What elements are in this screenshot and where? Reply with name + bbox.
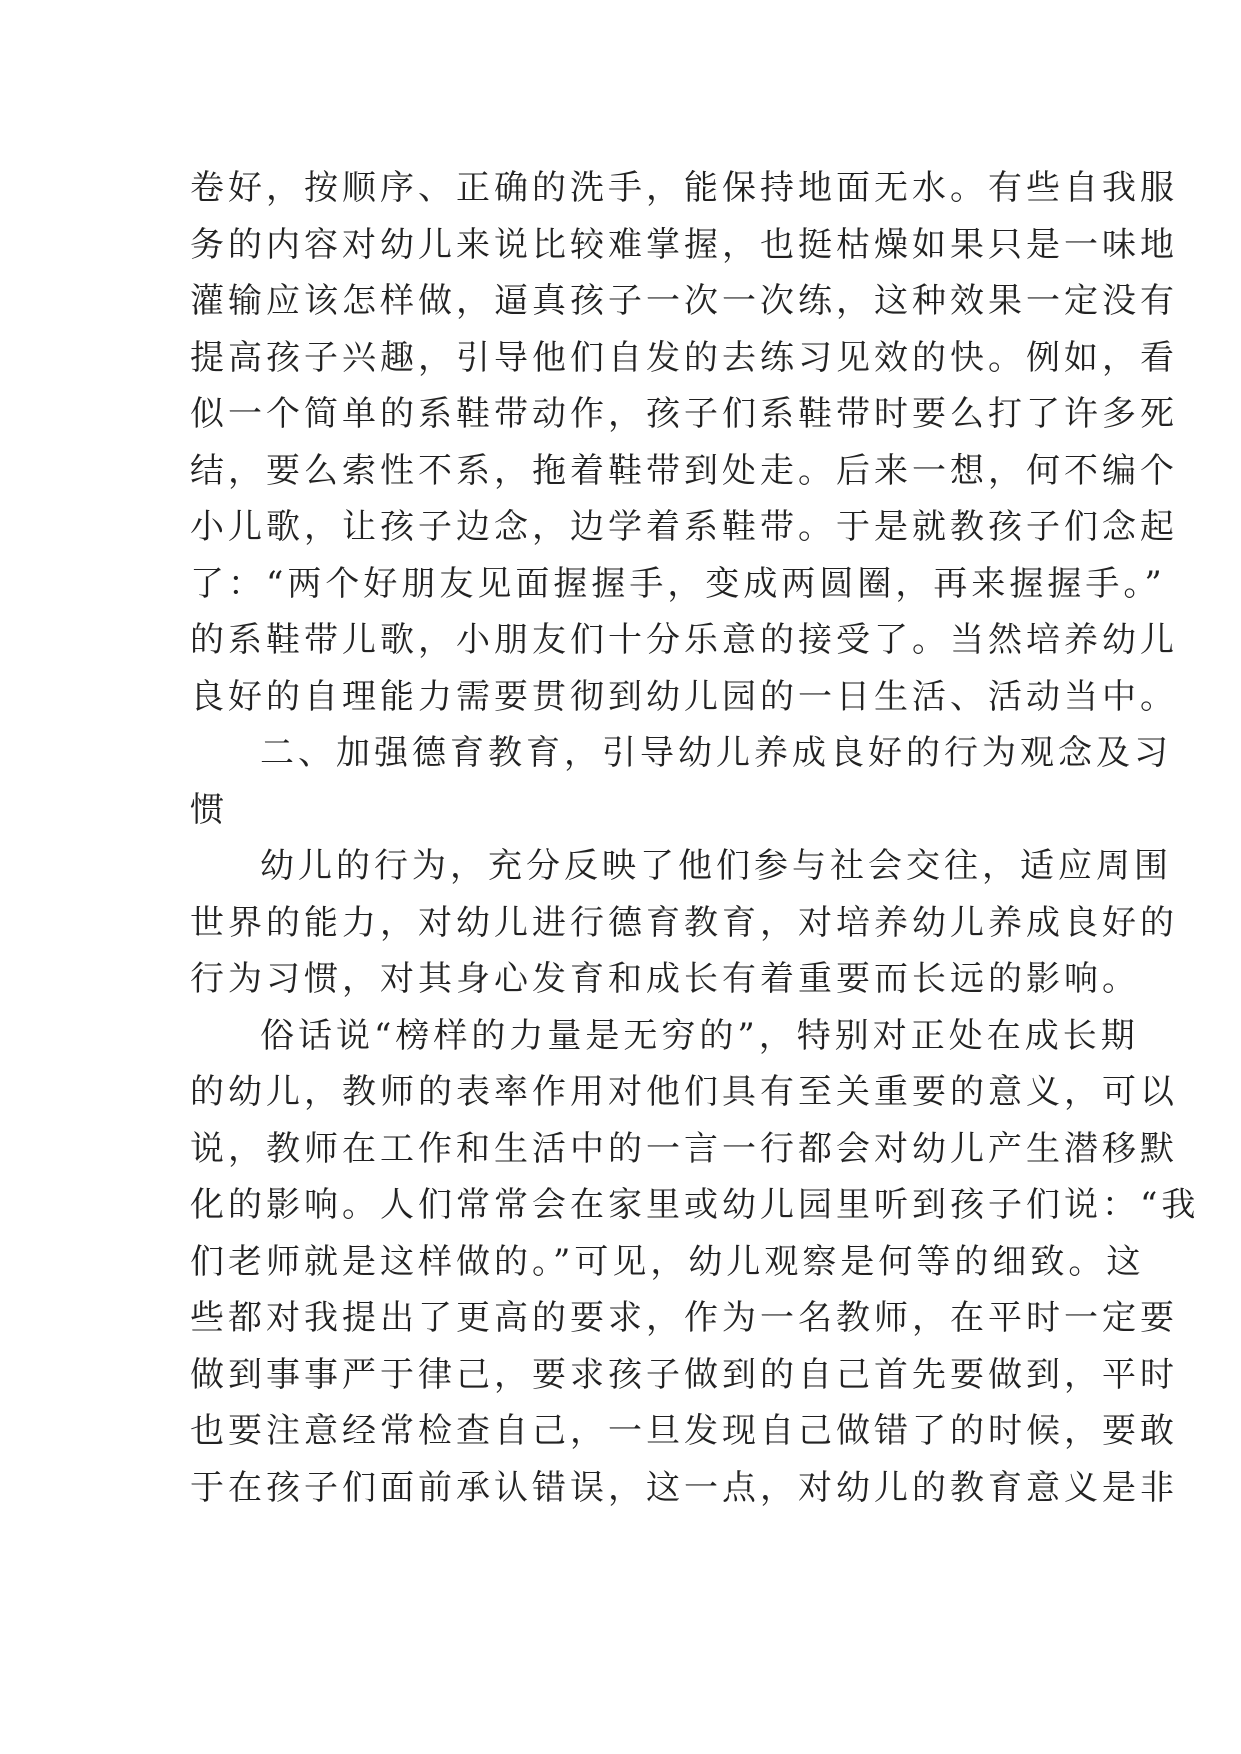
- text-line: 结，要么索性不系，拖着鞋带到处走。后来一想，何不编个: [190, 450, 1178, 491]
- text-line: 说，教师在工作和生活中的一言一行都会对幼儿产生潜移默: [190, 1128, 1178, 1169]
- text-line: 卷好，按顺序、正确的洗手，能保持地面无水。有些自我服: [190, 168, 1178, 208]
- text-line: 世界的能力，对幼儿进行德育教育，对培养幼儿养成良好的: [190, 902, 1178, 943]
- text-line: 也要注意经常检查自己，一旦发现自己做错了的时候，要敢: [190, 1411, 1178, 1451]
- text-line: 提高孩子兴趣，引导他们自发的去练习见效的快。例如，看: [190, 337, 1178, 378]
- text-line: 的系鞋带儿歌，小朋友们十分乐意的接受了。当然培养幼儿: [190, 620, 1178, 660]
- text-line: 做到事事严于律己，要求孩子做到的自己首先要做到，平时: [190, 1354, 1178, 1395]
- text-line: 似一个简单的系鞋带动作，孩子们系鞋带时要么打了许多死: [190, 394, 1178, 434]
- text-line: 小儿歌，让孩子边念，边学着系鞋带。于是就教孩子们念起: [190, 507, 1178, 547]
- text-line: 些都对我提出了更高的要求，作为一名教师，在平时一定要: [190, 1298, 1178, 1338]
- text-line: 惯: [190, 789, 228, 830]
- text-line: 化的影响。人们常常会在家里或幼儿园里听到孩子们说：“我: [190, 1185, 1200, 1225]
- text-line: 行为习惯，对其身心发育和成长有着重要而长远的影响。: [190, 959, 1140, 999]
- text-line: 幼儿的行为，充分反映了他们参与社会交往，适应周围: [260, 846, 1172, 886]
- text-line: 二、加强德育教育，引导幼儿养成良好的行为观念及习: [260, 733, 1172, 773]
- document-body: [190, 160, 1200, 1516]
- text-line: 的幼儿，教师的表率作用对他们具有至关重要的意义，可以: [190, 1072, 1178, 1112]
- text-line: 俗话说“榜样的力量是无穷的”，特别对正处在成长期: [260, 1015, 1139, 1056]
- text-line: 们老师就是这样做的。”可见，幼儿观察是何等的细致。这: [190, 1241, 1145, 1282]
- text-line: 务的内容对幼儿来说比较难掌握，也挺枯燥如果只是一味地: [190, 224, 1178, 265]
- text-line: 良好的自理能力需要贯彻到幼儿园的一日生活、活动当中。: [190, 676, 1178, 717]
- text-line: 了：“两个好朋友见面握握手，变成两圆圈，再来握握手。”: [190, 563, 1166, 604]
- text-line: 于在孩子们面前承认错误，这一点，对幼儿的教育意义是非: [190, 1467, 1178, 1508]
- text-line: 灌输应该怎样做，逼真孩子一次一次练，这种效果一定没有: [190, 281, 1178, 321]
